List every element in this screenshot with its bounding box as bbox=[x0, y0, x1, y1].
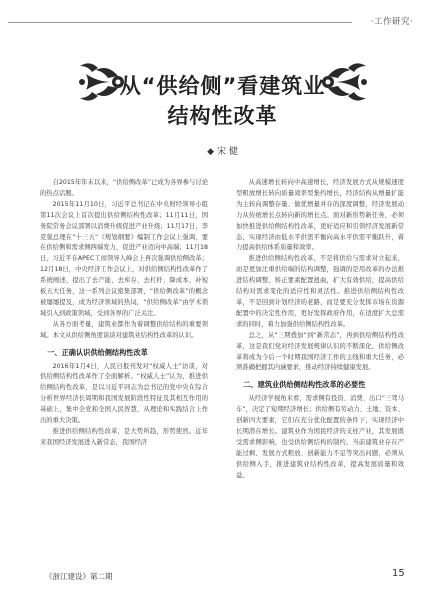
left-column bbox=[40, 178, 208, 449]
paragraph: 2016年1月4日，人民日报刊发对“权威人士”访谈，对供给侧结构性改革作了全面解析。“权威人士”认为，推进供给侧结构性改革，是以习近平同志为总书记的党中央在综合分析世界经济长周期和我国发展阶段性特征及其相互作用的基础上，集中全党和全国人民智慧，从理论和实践结合上作出的重大决策。 bbox=[40, 362, 208, 425]
paragraph: 从经济学视角来看，需求侧有投资、消费、出口“三驾马车”，决定了短期经济增长；供给侧有劳动力、土地、资本、创新四大要素，它们在充分优化配置的条件下，实现经济中长期潜在增长。建筑业作为国民经济的支柱产业，其发展既受需求侧影响，也受供给侧结构的制约，当前建筑业存在产能过剩、发展方式粗放、创新能力不足等突出问题，必须从供给侧入手，推进建筑业结构性改革，提高发展质量和效益。 bbox=[236, 395, 404, 479]
right-column bbox=[236, 178, 404, 481]
section-heading: 二、建筑业供给侧结构性改革的必要性 bbox=[243, 380, 366, 390]
paragraph: 推进供给侧结构性改革，不是将供给与需求对立起来，而是更加注重供给端的结构调整，强调的是用改革的办法推进结构调整，矫正要素配置扭曲，扩大有效供给，提高供给结构对需求变化的适应性和灵活性。推进供给侧结构性改革，不是回到计划经济的老路，而是要充分发挥市场在资源配置中的决定性作用，更好发挥政府作用，在适度扩大总需求的同时，着力加强供给侧结构性改革。 bbox=[236, 255, 404, 328]
paragraph: 总之，从“三期叠加”到“新常态”，再到供给侧结构性改革，这是我们党对经济发展规律认识的不断深化，供给侧改革将成为今后一个时期我国经济工作的主线和重大任务，必须准确把握其内涵要求，推动经济持续健康发展。 bbox=[236, 331, 404, 372]
article-title-line2: 结构性改革 bbox=[167, 104, 278, 128]
section-heading: 一、正确认识供给侧结构性改革 bbox=[47, 347, 148, 357]
paragraph: 从高速增长转向中高速增长，经济发展方式从规模速度型粗放增长转向质量效率型集约增长，经济结构从增量扩能为主转向调整存量、做优增量并存的深度调整，经济发展动力从传统增长点转向新的增长点。面对新形势新任务，必须加快推进供给侧结构性改革，更好适应和引领经济发展新常态，实现经济由低水平供需平衡向高水平供需平衡跃升，着力提高供给体系质量和效率。 bbox=[236, 179, 404, 252]
paragraph: 从各方面考量，建筑业都作为着调整供给结构的重要领域。本文从供给侧角度谈谈对建筑业结构性改革的认识。 bbox=[40, 320, 208, 339]
page-number: 15 bbox=[392, 568, 405, 579]
article-title-line1: 从“供给侧”看建筑业 bbox=[119, 74, 326, 98]
column-tag: ·工作研究· bbox=[352, 15, 432, 29]
journal-name: 《浙江建设》第二期 bbox=[45, 572, 113, 581]
author: ◆ 宋 健 bbox=[207, 147, 238, 157]
paragraph: 自2015年年末以来，“供给侧改革”已成为各界参与讨论的热点话题。 bbox=[40, 179, 208, 197]
paragraph: 推进供给侧结构性改革，是大势所趋，形势使然。近年来我国经济发展进入新常态，我国经济 bbox=[40, 427, 208, 446]
paragraph: 2015年11月10日，习近平总书记在中央财经领导小组第11次会议上首次提出供给侧结构性改革；11月11日，国务院常务会议部署以消费升级促进产业升级；11月17日，李克强总理在“十三五”《规划纲要》编制工作会议上强调，要在供给侧和需求侧两端发力，促进产业迈向中高端；11月18日，习近平在APEC工商领导人峰会上再次强调供给侧改革；12月18日，中央经济工作会议上，对供给侧结构性改革作了系统阐述，提出了去产能、去库存、去杠杆、降成本、补短板五大任务，这一系列会议密集部署，“供给侧改革”的概念被屡屡提及，成为经济领域的热词，“供给侧改革”由学术领域引入到政策领域，受到各界的广泛关注。 bbox=[40, 200, 208, 317]
